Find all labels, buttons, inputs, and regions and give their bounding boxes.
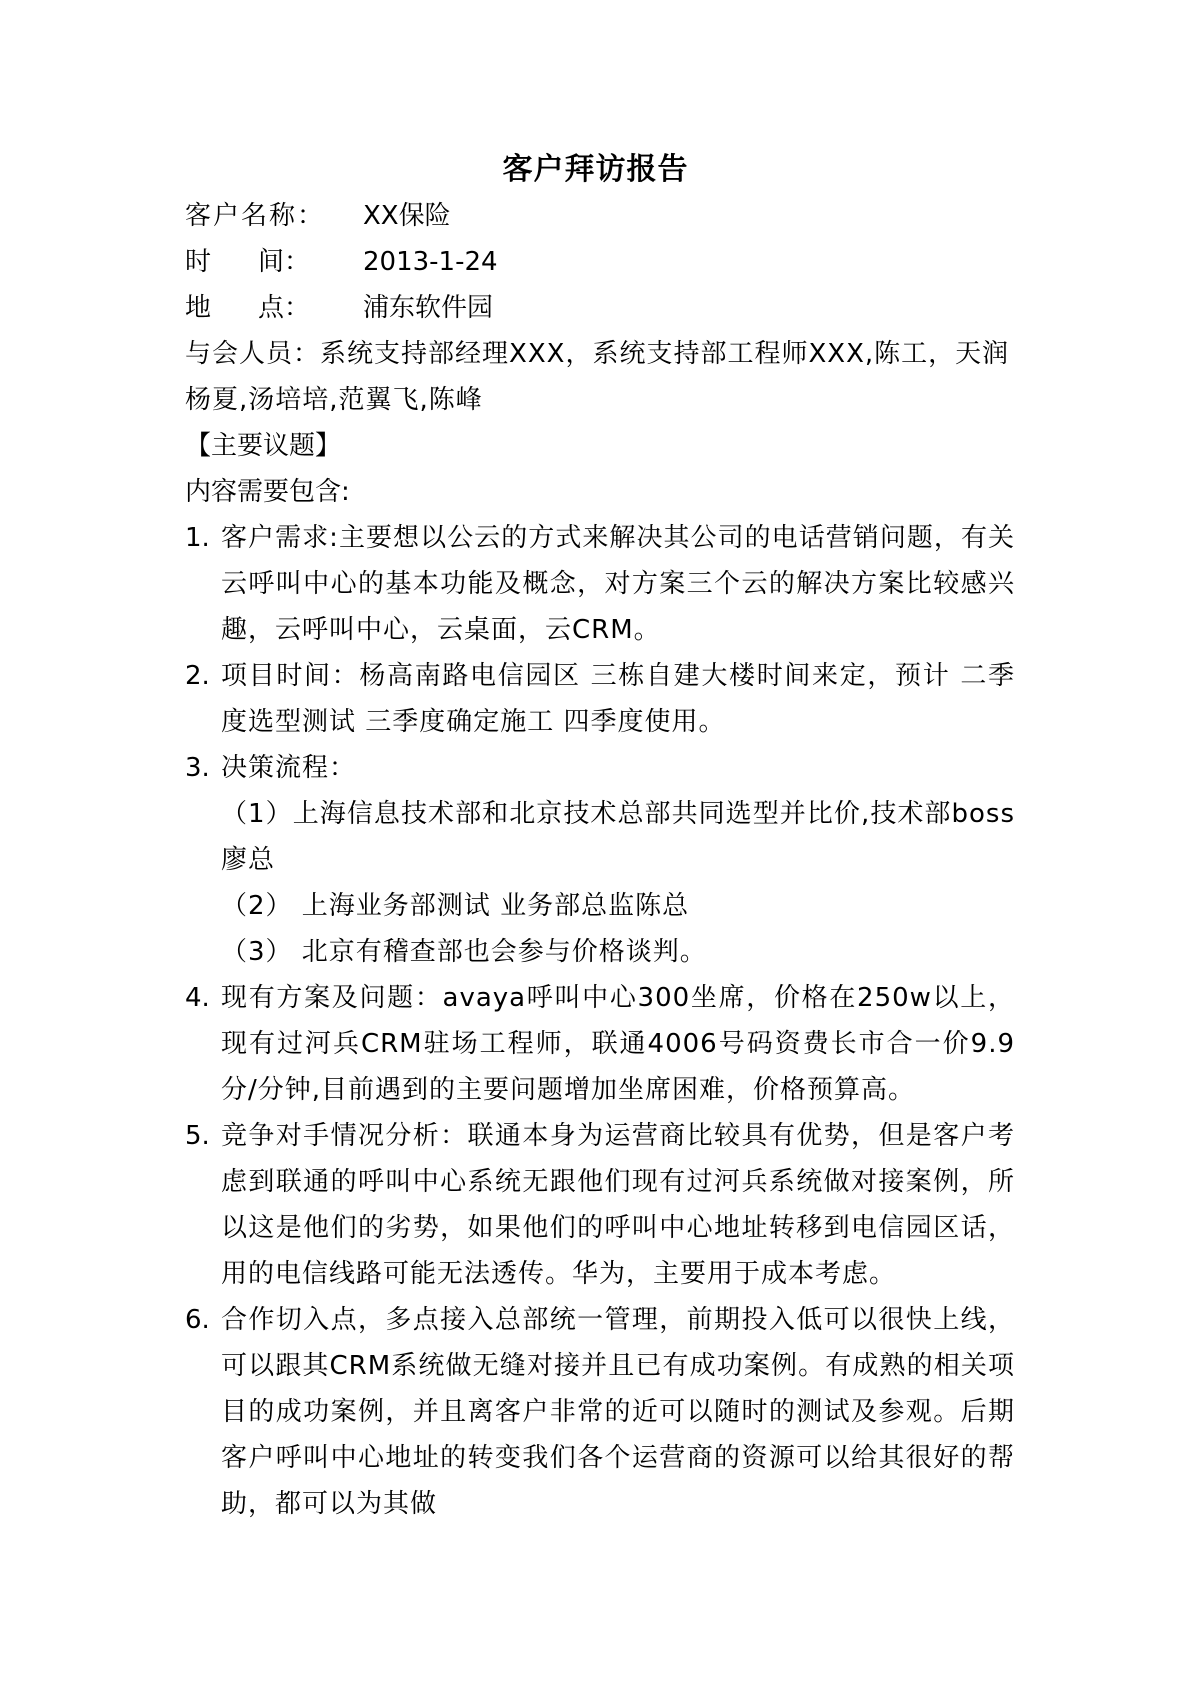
list-item-text: 合作切入点，多点接入总部统一管理，前期投入低可以很快上线，可以跟其CRM系统做无缝对接并且已有成功案例。有成熟的相关项目的成功案例，并且离客户非常的近可以随时的测试及参观。后期客户呼叫中心地址的转变我们各个运营商的资源可以给其很好的帮助，都可以为其做 [221, 1305, 1015, 1519]
list-item-text: 决策流程： [221, 753, 357, 783]
list-item-text: 项目时间：杨高南路电信园区 三栋自建大楼时间来定，预计 二季度选型测试 三季度确定施工 四季度使用。 [221, 661, 1015, 737]
list-item-text: 客户需求:主要想以公云的方式来解决其公司的电话营销问题，有关云呼叫中心的基本功能及概念，对方案三个云的解决方案比较感兴趣，云呼叫中心，云桌面，云CRM。 [221, 523, 1015, 645]
time-value: 2013-1-24 [363, 247, 498, 277]
time-label [185, 239, 310, 285]
list-item-number: 4. [185, 983, 210, 1013]
place-label-part-a: 地 [185, 293, 212, 323]
list-item-number: 3. [185, 753, 210, 783]
list-item-text: 竞争对手情况分析：联通本身为运营商比较具有优势，但是客户考虑到联通的呼叫中心系统无跟他们现有过河兵系统做对接案例，所以这是他们的劣势，如果他们的呼叫中心地址转移到电信园区话，用的电信线路可能无法透传。华为，主要用于成本考虑。 [221, 1121, 1015, 1289]
sub-list-item: （3） 北京有稽查部也会参与价格谈判。 [221, 937, 707, 967]
list-item [185, 975, 1015, 1113]
place-label-part-b: 点： [257, 293, 310, 323]
list-item-number: 6. [185, 1305, 210, 1335]
list-item-number: 2. [185, 661, 210, 691]
customer-name-value: XX保险 [363, 201, 451, 231]
sub-list-item: （1）上海信息技术部和北京技术总部共同选型并比价,技术部boss廖总 [221, 799, 1015, 875]
list-item [185, 653, 1015, 745]
list-item [185, 1113, 1015, 1297]
time-row [185, 239, 1015, 285]
attendees-row [185, 331, 1015, 423]
customer-name-label: 客户名称： [185, 201, 326, 231]
time-label-part-a: 时 [185, 247, 212, 277]
topic-list [185, 515, 1015, 1527]
place-row [185, 285, 1015, 331]
list-item [185, 1297, 1015, 1527]
time-label-part-b: 间： [257, 247, 310, 277]
list-item-text: 现有方案及问题：avaya呼叫中心300坐席，价格在250w以上，现有过河兵CRM驻场工程师，联通4006号码资费长市合一价9.9分/分钟,目前遇到的主要问题增加坐席困难，价格预算高。 [221, 983, 1015, 1105]
attendees-label: 与会人员： [185, 339, 321, 369]
intro-text: 内容需要包含: [185, 477, 350, 507]
document-title: 客户拜访报告 [502, 152, 689, 187]
place-value: 浦东软件园 [363, 293, 494, 323]
list-item-number: 1. [185, 523, 210, 553]
place-label [185, 285, 310, 331]
list-item [185, 745, 1015, 791]
document-body [185, 193, 1015, 1527]
attendees-value: 系统支持部经理XXX，系统支持部工程师XXX,陈工，天润杨夏,汤培培,范翼飞,陈峰 [185, 339, 1010, 415]
list-item [185, 515, 1015, 653]
list-item-number: 5. [185, 1121, 210, 1151]
customer-name-row [185, 193, 1015, 239]
sub-list-item: （2） 上海业务部测试 业务部总监陈总 [221, 891, 690, 921]
section-header: 【主要议题】 [185, 431, 342, 461]
